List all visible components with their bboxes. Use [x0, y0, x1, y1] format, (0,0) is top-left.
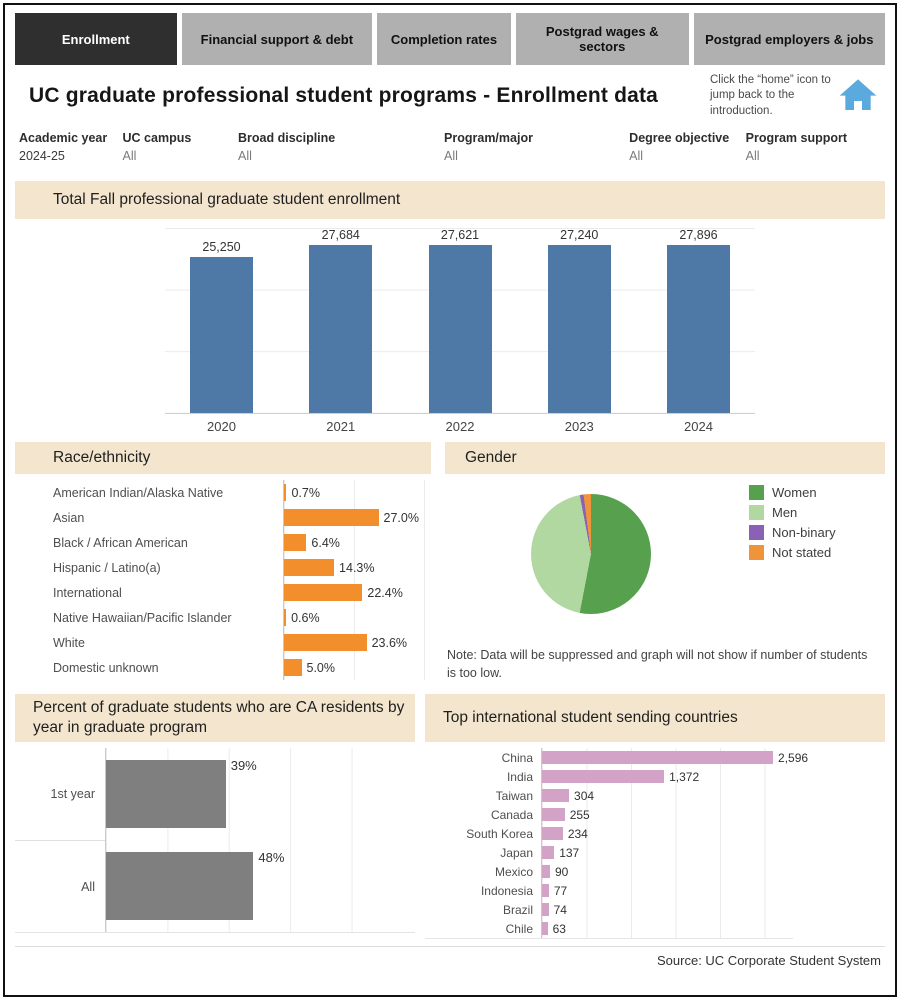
bar-row-mexico	[425, 862, 793, 881]
home-icon[interactable]	[838, 75, 878, 115]
enrollment-bar-2020[interactable]	[190, 257, 253, 413]
bar-value-label: 14.3%	[339, 560, 375, 575]
bar-chile[interactable]	[542, 922, 548, 935]
filter-uc-campus[interactable]	[123, 131, 238, 181]
legend-label: Men	[772, 504, 798, 520]
ca-residents-panel	[15, 694, 415, 939]
gender-chart-area	[445, 474, 885, 686]
bar-plot	[541, 843, 793, 862]
bar-1st-year[interactable]	[106, 760, 226, 828]
legend-item-non-binary[interactable]	[749, 522, 836, 542]
tab-financial-support-debt[interactable]: Financial support & debt	[182, 13, 372, 65]
enrollment-x-axis	[165, 419, 755, 434]
bar-value-label: 25,250	[202, 240, 241, 255]
category-label: Hispanic / Latino(a)	[53, 560, 161, 575]
bar-asian[interactable]	[284, 509, 379, 526]
bar-mexico[interactable]	[542, 865, 550, 878]
x-tick-label: 2022	[445, 419, 475, 434]
category-label: White	[53, 635, 85, 650]
bar-value-label: 0.7%	[291, 485, 320, 500]
legend-label: Not stated	[772, 544, 832, 560]
footer	[15, 946, 885, 968]
tab-completion-rates[interactable]: Completion rates	[377, 13, 511, 65]
race-ethnicity-chart	[15, 480, 431, 680]
bar-native-hawaiian-pacific-islander[interactable]	[284, 609, 286, 626]
bar-indonesia[interactable]	[542, 884, 549, 897]
filter-label: Program/major	[444, 131, 533, 145]
category-label: 1st year	[50, 787, 95, 801]
dashboard-page	[3, 3, 897, 997]
bar-group-2024	[667, 228, 730, 413]
category-label: Brazil	[502, 902, 533, 917]
bar-value-label: 255	[569, 807, 590, 822]
category-label: India	[506, 769, 533, 784]
bar-plot	[283, 530, 431, 555]
category-label: Canada	[490, 807, 533, 822]
bar-plot	[283, 480, 431, 505]
legend-item-not-stated[interactable]	[749, 542, 836, 562]
legend-label: Women	[772, 484, 817, 500]
enrollment-bar-chart	[165, 228, 755, 434]
suppression-note: Note: Data will be suppressed and graph will not show if number of students is too low.	[447, 647, 868, 680]
home-hint-box	[710, 73, 885, 120]
section-title-ca-residents: Percent of graduate students who are CA residents by year in graduate program	[33, 698, 405, 736]
filter-value[interactable]: All	[444, 149, 458, 163]
bar-value-label: 5.0%	[306, 660, 335, 675]
bar-value-label: 2,596	[778, 750, 809, 765]
race-panel	[15, 442, 431, 686]
filter-academic-year[interactable]	[19, 131, 123, 181]
bar-value-label: 48%	[258, 850, 285, 865]
bar-american-indian-alaska-native[interactable]	[284, 484, 286, 501]
bar-south-korea[interactable]	[542, 827, 563, 840]
filter-value[interactable]: All	[238, 149, 252, 163]
bar-row-japan	[425, 843, 793, 862]
bar-plot	[541, 824, 793, 843]
bar-row-black-african-american	[15, 530, 431, 555]
bar-value-label: 90	[555, 864, 569, 879]
enrollment-bar-2023[interactable]	[548, 245, 611, 413]
bar-value-label: 63	[552, 921, 566, 936]
bar-plot	[283, 655, 431, 680]
section-title-enrollment: Total Fall professional graduate student enrollment	[53, 191, 401, 208]
countries-panel	[425, 694, 885, 939]
bar-plot	[283, 605, 431, 630]
enrollment-bar-2021[interactable]	[309, 245, 372, 413]
tab-enrollment[interactable]: Enrollment	[15, 13, 177, 65]
section-header-race	[15, 442, 431, 474]
bar-row-international	[15, 580, 431, 605]
filter-program-major[interactable]	[444, 131, 629, 181]
bar-taiwan[interactable]	[542, 789, 569, 802]
category-label: American Indian/Alaska Native	[53, 485, 224, 500]
filter-value[interactable]: All	[745, 149, 760, 163]
category-label: All	[15, 840, 105, 932]
category-label: Indonesia	[480, 883, 533, 898]
category-label: Asian	[53, 510, 85, 525]
bar-value-label: 234	[567, 826, 588, 841]
legend-swatch-women	[749, 485, 764, 500]
bar-plot	[541, 786, 793, 805]
bar-hispanic-latino-a[interactable]	[284, 559, 334, 576]
row-residency-countries	[15, 694, 885, 939]
gender-legend	[749, 482, 836, 562]
bar-row-brazil	[425, 900, 793, 919]
bar-group-2020	[190, 228, 253, 413]
filter-label: Academic year	[19, 131, 108, 145]
bar-row-all	[15, 840, 415, 932]
bar-row-native-hawaiian-pacific-islander	[15, 605, 431, 630]
filter-value[interactable]: All	[122, 149, 137, 163]
title-row	[15, 67, 885, 125]
category-label: Black / African American	[53, 535, 188, 550]
section-header-enrollment	[15, 181, 885, 219]
category-label: Japan	[500, 845, 533, 860]
row-demographics	[15, 442, 885, 686]
filter-broad-discipline[interactable]	[238, 131, 444, 181]
section-header-gender	[445, 442, 885, 474]
bar-plot	[283, 505, 431, 530]
bar-row-1st-year	[15, 748, 415, 840]
bar-plot	[541, 862, 793, 881]
bar-value-label: 137	[559, 845, 580, 860]
section-title-race: Race/ethnicity	[53, 449, 151, 466]
bar-row-hispanic-latino-a	[15, 555, 431, 580]
tab-postgrad-wages-sectors[interactable]: Postgrad wages & sectors	[516, 13, 689, 65]
bar-value-label: 6.4%	[311, 535, 340, 550]
legend-swatch-not-stated	[749, 545, 764, 560]
bar-row-india	[425, 767, 793, 786]
bar-row-domestic-unknown	[15, 655, 431, 680]
bar-china[interactable]	[542, 751, 773, 764]
sending-countries-chart	[425, 748, 809, 939]
bar-row-white	[15, 630, 431, 655]
bar-plot	[283, 555, 431, 580]
filter-label: Program support	[745, 131, 848, 145]
bar-value-label: 74	[553, 902, 567, 917]
bar-canada[interactable]	[542, 808, 565, 821]
filter-label: Degree objective	[629, 131, 730, 145]
bar-value-label: 27,621	[440, 228, 480, 242]
bar-row-asian	[15, 505, 431, 530]
ca-residents-chart	[15, 748, 415, 933]
section-title-countries: Top international student sending countries	[443, 708, 738, 726]
tab-postgrad-employers-jobs[interactable]: Postgrad employers & jobs	[694, 13, 885, 65]
filter-bar	[15, 125, 885, 181]
bar-value-label: 27,240	[560, 228, 599, 243]
bar-plot	[105, 840, 413, 932]
bar-plot	[283, 580, 431, 605]
category-label: Chile	[505, 921, 533, 936]
legend-item-women[interactable]	[749, 482, 836, 502]
bar-row-chile	[425, 919, 793, 938]
bar-value-label: 22.4%	[367, 585, 403, 600]
bar-plot	[541, 767, 793, 786]
bar-plot	[541, 748, 809, 767]
bar-white[interactable]	[284, 634, 367, 651]
bar-plot	[541, 900, 793, 919]
x-tick-label: 2023	[564, 419, 594, 434]
home-hint-text: Click the “home” icon to jump back to the introduction.	[710, 73, 831, 117]
x-tick-label: 2020	[207, 419, 236, 434]
bar-group-2022	[429, 228, 492, 413]
bar-value-label: 27.0%	[383, 510, 419, 525]
category-label: Native Hawaiian/Pacific Islander	[53, 610, 232, 625]
legend-swatch-non-binary	[749, 525, 764, 540]
bar-international[interactable]	[284, 584, 362, 601]
bar-value-label: 0.6%	[291, 610, 320, 625]
tab-bar	[15, 13, 885, 65]
bar-value-label: 304	[574, 788, 595, 803]
bar-group-2021	[309, 228, 372, 413]
source-text: Source: UC Corporate Student System	[657, 953, 881, 968]
filter-program-support[interactable]	[746, 131, 885, 181]
bar-group-2023	[548, 228, 611, 413]
bar-value-label: 27,896	[679, 228, 718, 242]
legend-label: Non-binary	[772, 524, 836, 540]
filter-label: UC campus	[122, 131, 192, 145]
section-title-gender: Gender	[465, 449, 517, 466]
bar-row-taiwan	[425, 786, 793, 805]
filter-value[interactable]: 2024-25	[19, 149, 65, 163]
enrollment-bar-2024[interactable]	[667, 245, 730, 413]
bar-black-african-american[interactable]	[284, 534, 306, 551]
category-label: Domestic unknown	[53, 660, 159, 675]
category-label: China	[501, 750, 533, 765]
bar-row-indonesia	[425, 881, 793, 900]
bar-plot	[541, 805, 793, 824]
bar-row-china	[425, 748, 809, 767]
bar-domestic-unknown[interactable]	[284, 659, 302, 676]
gender-panel	[445, 442, 885, 686]
bar-japan[interactable]	[542, 846, 554, 859]
filter-label: Broad discipline	[238, 131, 336, 145]
enrollment-plot	[165, 228, 755, 414]
section-header-ca-residents	[15, 694, 415, 742]
bar-brazil[interactable]	[542, 903, 549, 916]
filter-degree-objective[interactable]	[629, 131, 745, 181]
bar-row-american-indian-alaska-native	[15, 480, 431, 505]
legend-swatch-men	[749, 505, 764, 520]
gender-pie-chart[interactable]	[531, 494, 651, 614]
bar-plot	[283, 630, 431, 655]
bar-row-south-korea	[425, 824, 793, 843]
bar-value-label: 39%	[230, 758, 257, 773]
category-label: International	[53, 585, 122, 600]
bar-plot	[541, 881, 793, 900]
bar-plot	[105, 748, 413, 840]
enrollment-bar-2022[interactable]	[429, 245, 492, 413]
bar-india[interactable]	[542, 770, 664, 783]
category-label: Taiwan	[495, 788, 533, 803]
bar-plot	[541, 919, 793, 938]
bar-row-canada	[425, 805, 793, 824]
bar-all[interactable]	[106, 852, 253, 920]
bar-value-label: 77	[553, 883, 568, 898]
legend-item-men[interactable]	[749, 502, 836, 522]
x-tick-label: 2021	[326, 419, 356, 434]
section-header-countries	[425, 694, 885, 742]
page-title: UC graduate professional student programs - Enrollment data	[29, 84, 659, 107]
bar-value-label: 27,684	[321, 228, 360, 242]
category-label: South Korea	[466, 826, 533, 841]
bar-value-label: 23.6%	[371, 635, 408, 650]
x-tick-label: 2024	[684, 419, 713, 434]
bar-value-label: 1,372	[669, 769, 700, 784]
category-label: Mexico	[494, 864, 533, 879]
filter-value[interactable]: All	[629, 149, 644, 163]
